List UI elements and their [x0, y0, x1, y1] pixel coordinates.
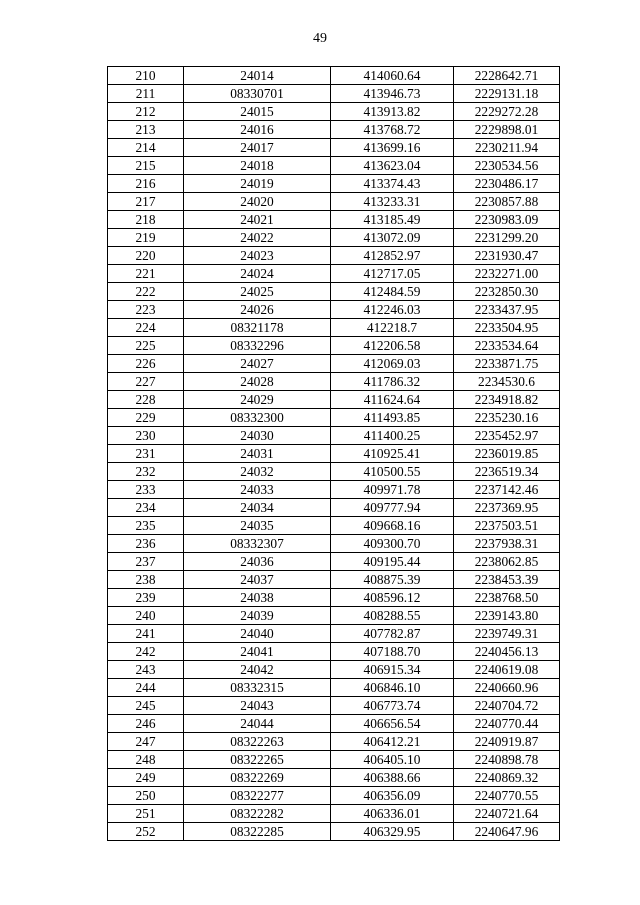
- point-id-cell: 08330701: [184, 85, 331, 103]
- table-row: [108, 463, 560, 481]
- row-number-cell: 216: [108, 175, 184, 193]
- table-row: [108, 373, 560, 391]
- point-id-cell: 24042: [184, 661, 331, 679]
- x-coordinate-cell: 409300.70: [331, 535, 454, 553]
- x-coordinate-cell: 406329.95: [331, 823, 454, 841]
- x-coordinate-cell: 407782.87: [331, 625, 454, 643]
- row-number-cell: 221: [108, 265, 184, 283]
- y-coordinate-cell: 2230983.09: [454, 211, 560, 229]
- y-coordinate-cell: 2233504.95: [454, 319, 560, 337]
- table-row: [108, 193, 560, 211]
- y-coordinate-cell: 2240704.72: [454, 697, 560, 715]
- point-id-cell: 08322285: [184, 823, 331, 841]
- x-coordinate-cell: 406412.21: [331, 733, 454, 751]
- point-id-cell: 24020: [184, 193, 331, 211]
- y-coordinate-cell: 2237938.31: [454, 535, 560, 553]
- point-id-cell: 08321178: [184, 319, 331, 337]
- row-number-cell: 235: [108, 517, 184, 535]
- y-coordinate-cell: 2237142.46: [454, 481, 560, 499]
- point-id-cell: 24034: [184, 499, 331, 517]
- y-coordinate-cell: 2240721.64: [454, 805, 560, 823]
- y-coordinate-cell: 2236019.85: [454, 445, 560, 463]
- row-number-cell: 210: [108, 67, 184, 85]
- table-row: [108, 769, 560, 787]
- x-coordinate-cell: 406915.34: [331, 661, 454, 679]
- point-id-cell: 08322282: [184, 805, 331, 823]
- y-coordinate-cell: 2230486.17: [454, 175, 560, 193]
- row-number-cell: 234: [108, 499, 184, 517]
- x-coordinate-cell: 407188.70: [331, 643, 454, 661]
- table-row: [108, 211, 560, 229]
- point-id-cell: 24044: [184, 715, 331, 733]
- row-number-cell: 241: [108, 625, 184, 643]
- point-id-cell: 24026: [184, 301, 331, 319]
- table-row: [108, 643, 560, 661]
- row-number-cell: 249: [108, 769, 184, 787]
- y-coordinate-cell: 2233437.95: [454, 301, 560, 319]
- x-coordinate-cell: 406356.09: [331, 787, 454, 805]
- y-coordinate-cell: 2240869.32: [454, 769, 560, 787]
- point-id-cell: 24040: [184, 625, 331, 643]
- table-row: [108, 679, 560, 697]
- table-row: [108, 823, 560, 841]
- y-coordinate-cell: 2229898.01: [454, 121, 560, 139]
- x-coordinate-cell: 410925.41: [331, 445, 454, 463]
- x-coordinate-cell: 408288.55: [331, 607, 454, 625]
- point-id-cell: 08322269: [184, 769, 331, 787]
- table-row: [108, 481, 560, 499]
- x-coordinate-cell: 409668.16: [331, 517, 454, 535]
- table-row: [108, 355, 560, 373]
- point-id-cell: 08332307: [184, 535, 331, 553]
- y-coordinate-cell: 2230211.94: [454, 139, 560, 157]
- table-row: [108, 265, 560, 283]
- y-coordinate-cell: 2232850.30: [454, 283, 560, 301]
- y-coordinate-cell: 2240456.13: [454, 643, 560, 661]
- row-number-cell: 214: [108, 139, 184, 157]
- x-coordinate-cell: 412218.7: [331, 319, 454, 337]
- table-row: [108, 625, 560, 643]
- x-coordinate-cell: 406405.10: [331, 751, 454, 769]
- x-coordinate-cell: 413072.09: [331, 229, 454, 247]
- x-coordinate-cell: 413374.43: [331, 175, 454, 193]
- row-number-cell: 224: [108, 319, 184, 337]
- x-coordinate-cell: 411786.32: [331, 373, 454, 391]
- x-coordinate-cell: 408875.39: [331, 571, 454, 589]
- x-coordinate-cell: 412717.05: [331, 265, 454, 283]
- row-number-cell: 213: [108, 121, 184, 139]
- table-row: [108, 301, 560, 319]
- x-coordinate-cell: 408596.12: [331, 589, 454, 607]
- point-id-cell: 24030: [184, 427, 331, 445]
- table-row: [108, 121, 560, 139]
- row-number-cell: 227: [108, 373, 184, 391]
- row-number-cell: 219: [108, 229, 184, 247]
- y-coordinate-cell: 2240619.08: [454, 661, 560, 679]
- y-coordinate-cell: 2233871.75: [454, 355, 560, 373]
- x-coordinate-cell: 412852.97: [331, 247, 454, 265]
- row-number-cell: 245: [108, 697, 184, 715]
- row-number-cell: 225: [108, 337, 184, 355]
- table-row: [108, 337, 560, 355]
- point-id-cell: 24037: [184, 571, 331, 589]
- y-coordinate-cell: 2240919.87: [454, 733, 560, 751]
- x-coordinate-cell: 406336.01: [331, 805, 454, 823]
- row-number-cell: 238: [108, 571, 184, 589]
- x-coordinate-cell: 413699.16: [331, 139, 454, 157]
- point-id-cell: 24015: [184, 103, 331, 121]
- y-coordinate-cell: 2234918.82: [454, 391, 560, 409]
- x-coordinate-cell: 410500.55: [331, 463, 454, 481]
- row-number-cell: 212: [108, 103, 184, 121]
- row-number-cell: 237: [108, 553, 184, 571]
- table-row: [108, 175, 560, 193]
- x-coordinate-cell: 412484.59: [331, 283, 454, 301]
- point-id-cell: 08322263: [184, 733, 331, 751]
- point-id-cell: 24027: [184, 355, 331, 373]
- table-row: [108, 103, 560, 121]
- point-id-cell: 24017: [184, 139, 331, 157]
- point-id-cell: 24014: [184, 67, 331, 85]
- row-number-cell: 211: [108, 85, 184, 103]
- point-id-cell: 24025: [184, 283, 331, 301]
- x-coordinate-cell: 413913.82: [331, 103, 454, 121]
- y-coordinate-cell: 2237369.95: [454, 499, 560, 517]
- y-coordinate-cell: 2240898.78: [454, 751, 560, 769]
- y-coordinate-cell: 2238062.85: [454, 553, 560, 571]
- table-row: [108, 283, 560, 301]
- point-id-cell: 24029: [184, 391, 331, 409]
- point-id-cell: 24036: [184, 553, 331, 571]
- point-id-cell: 24028: [184, 373, 331, 391]
- y-coordinate-cell: 2238768.50: [454, 589, 560, 607]
- x-coordinate-cell: 411493.85: [331, 409, 454, 427]
- point-id-cell: 24023: [184, 247, 331, 265]
- point-id-cell: 24032: [184, 463, 331, 481]
- x-coordinate-cell: 406388.66: [331, 769, 454, 787]
- x-coordinate-cell: 412069.03: [331, 355, 454, 373]
- y-coordinate-cell: 2239143.80: [454, 607, 560, 625]
- y-coordinate-cell: 2237503.51: [454, 517, 560, 535]
- y-coordinate-cell: 2238453.39: [454, 571, 560, 589]
- row-number-cell: 218: [108, 211, 184, 229]
- y-coordinate-cell: 2228642.71: [454, 67, 560, 85]
- row-number-cell: 229: [108, 409, 184, 427]
- x-coordinate-cell: 412206.58: [331, 337, 454, 355]
- row-number-cell: 233: [108, 481, 184, 499]
- point-id-cell: 08332315: [184, 679, 331, 697]
- table-row: [108, 427, 560, 445]
- row-number-cell: 228: [108, 391, 184, 409]
- y-coordinate-cell: 2231930.47: [454, 247, 560, 265]
- row-number-cell: 236: [108, 535, 184, 553]
- y-coordinate-cell: 2232271.00: [454, 265, 560, 283]
- x-coordinate-cell: 413233.31: [331, 193, 454, 211]
- y-coordinate-cell: 2240660.96: [454, 679, 560, 697]
- point-id-cell: 24033: [184, 481, 331, 499]
- table-row: [108, 229, 560, 247]
- row-number-cell: 243: [108, 661, 184, 679]
- y-coordinate-cell: 2229272.28: [454, 103, 560, 121]
- table-row: [108, 391, 560, 409]
- x-coordinate-cell: 413946.73: [331, 85, 454, 103]
- point-id-cell: 24035: [184, 517, 331, 535]
- point-id-cell: 24016: [184, 121, 331, 139]
- table-row: [108, 67, 560, 85]
- point-id-cell: 24041: [184, 643, 331, 661]
- row-number-cell: 230: [108, 427, 184, 445]
- table-row: [108, 319, 560, 337]
- point-id-cell: 24031: [184, 445, 331, 463]
- row-number-cell: 250: [108, 787, 184, 805]
- table-row: [108, 157, 560, 175]
- y-coordinate-cell: 2240770.44: [454, 715, 560, 733]
- y-coordinate-cell: 2233534.64: [454, 337, 560, 355]
- point-id-cell: 24022: [184, 229, 331, 247]
- table-row: [108, 661, 560, 679]
- point-id-cell: 24039: [184, 607, 331, 625]
- y-coordinate-cell: 2240770.55: [454, 787, 560, 805]
- row-number-cell: 239: [108, 589, 184, 607]
- row-number-cell: 240: [108, 607, 184, 625]
- row-number-cell: 247: [108, 733, 184, 751]
- y-coordinate-cell: 2231299.20: [454, 229, 560, 247]
- x-coordinate-cell: 413768.72: [331, 121, 454, 139]
- table-row: [108, 247, 560, 265]
- table-row: [108, 787, 560, 805]
- point-id-cell: 24021: [184, 211, 331, 229]
- row-number-cell: 226: [108, 355, 184, 373]
- x-coordinate-cell: 406656.54: [331, 715, 454, 733]
- row-number-cell: 223: [108, 301, 184, 319]
- point-id-cell: 24019: [184, 175, 331, 193]
- table-row: [108, 139, 560, 157]
- table-row: [108, 715, 560, 733]
- row-number-cell: 244: [108, 679, 184, 697]
- table-row: [108, 571, 560, 589]
- y-coordinate-cell: 2235452.97: [454, 427, 560, 445]
- y-coordinate-cell: 2236519.34: [454, 463, 560, 481]
- table-row: [108, 85, 560, 103]
- table-row: [108, 499, 560, 517]
- point-id-cell: 24018: [184, 157, 331, 175]
- x-coordinate-cell: 412246.03: [331, 301, 454, 319]
- page-number: 49: [313, 31, 327, 46]
- table-row: [108, 805, 560, 823]
- x-coordinate-cell: 411400.25: [331, 427, 454, 445]
- row-number-cell: 222: [108, 283, 184, 301]
- x-coordinate-cell: 406773.74: [331, 697, 454, 715]
- x-coordinate-cell: 411624.64: [331, 391, 454, 409]
- y-coordinate-cell: 2229131.18: [454, 85, 560, 103]
- x-coordinate-cell: 409971.78: [331, 481, 454, 499]
- row-number-cell: 232: [108, 463, 184, 481]
- y-coordinate-cell: 2234530.6: [454, 373, 560, 391]
- x-coordinate-cell: 409777.94: [331, 499, 454, 517]
- point-id-cell: 24043: [184, 697, 331, 715]
- row-number-cell: 215: [108, 157, 184, 175]
- row-number-cell: 251: [108, 805, 184, 823]
- table-body: [108, 67, 560, 841]
- table-row: [108, 697, 560, 715]
- table-row: [108, 589, 560, 607]
- table-row: [108, 607, 560, 625]
- point-id-cell: 08332300: [184, 409, 331, 427]
- table-row: [108, 751, 560, 769]
- y-coordinate-cell: 2230534.56: [454, 157, 560, 175]
- y-coordinate-cell: 2230857.88: [454, 193, 560, 211]
- x-coordinate-cell: 406846.10: [331, 679, 454, 697]
- table-row: [108, 535, 560, 553]
- y-coordinate-cell: 2235230.16: [454, 409, 560, 427]
- y-coordinate-cell: 2239749.31: [454, 625, 560, 643]
- table-row: [108, 517, 560, 535]
- point-id-cell: 08322277: [184, 787, 331, 805]
- x-coordinate-cell: 413185.49: [331, 211, 454, 229]
- row-number-cell: 252: [108, 823, 184, 841]
- point-id-cell: 08322265: [184, 751, 331, 769]
- table-row: [108, 553, 560, 571]
- row-number-cell: 246: [108, 715, 184, 733]
- point-id-cell: 24038: [184, 589, 331, 607]
- x-coordinate-cell: 414060.64: [331, 67, 454, 85]
- table-row: [108, 409, 560, 427]
- x-coordinate-cell: 413623.04: [331, 157, 454, 175]
- row-number-cell: 231: [108, 445, 184, 463]
- table-row: [108, 445, 560, 463]
- point-id-cell: 08332296: [184, 337, 331, 355]
- coordinates-table: [107, 66, 560, 841]
- table-row: [108, 733, 560, 751]
- point-id-cell: 24024: [184, 265, 331, 283]
- y-coordinate-cell: 2240647.96: [454, 823, 560, 841]
- row-number-cell: 217: [108, 193, 184, 211]
- row-number-cell: 242: [108, 643, 184, 661]
- row-number-cell: 248: [108, 751, 184, 769]
- row-number-cell: 220: [108, 247, 184, 265]
- x-coordinate-cell: 409195.44: [331, 553, 454, 571]
